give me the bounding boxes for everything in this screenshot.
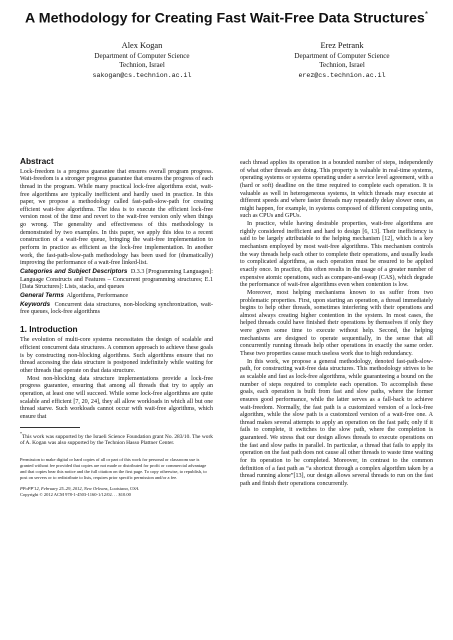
right-paragraph-1: each thread applies its operation in a bounded number of steps, independently of what other threads are doing. This property is valuable in real-time systems, operating systems or systems operating under a service level agreement, with a (hard or soft) deadline on the time required to complete each operation. It is valuable as well in heterogeneous systems, in which threads may execute at different speeds and where faster threads may repeatedly delay slower ones, as might happen, for example, in systems composed of different computing units, such as CPUs and GPUs.: [240, 160, 433, 220]
left-column: [20, 158, 213, 498]
categories: [20, 268, 213, 292]
intro-paragraph-1: The evolution of multi-core systems necessitates the design of scalable and efficient concurrent data structures. A common approach to achieve these goals is by constructing non-blocking algorithms. Such algorithms ensure that no thread accessing the data structure is postponed indefinitely while waiting for other threads that operate on that data structure.: [20, 337, 213, 375]
footnote-mark: *: [20, 430, 22, 436]
right-paragraph-2: In practice, while having desirable properties, wait-free algorithms are rightly considered inefficient and hard to design [6, 13]. Their inefficiency is said to be largely attributable to the helping mechanism [12], which is a key mechanism employed by most wait-free algorithms. This mechanism controls the way threads help each other to complete their operations, and usually leads to complicated algorithms, as each operation must be ensured to be applied exactly once. In practice, this often results in the usage of a greater number of expensive atomic operations, such as compare-and-swap (CAS), which degrade the performance of wait-free algorithms even when contention is low.: [240, 221, 433, 289]
abstract-text: Lock-freedom is a progress guarantee that ensures overall program progress. Wait-freedom is a stronger progress guarantee that ensures the progress of each thread in the program. While many practical lock-free algorithms exist, wait-free algorithms are typically inefficient and hardly used in practice. In this paper, we propose a methodology called fast-path-slow-path for creating efficient wait-free algorithms. The idea is to execute the efficient lock-free version most of the time and revert to the wait-free version only when things go wrong. The generality and effectiveness of this methodology is demonstrated by two examples. In this paper, we apply this idea to a recent construction of a wait-free queue, bringing the wait-free implementation to perform in practice as efficient as the lock-free implementation. In another work, the fast-path-slow-path methodology has been used for (dramatically) improving the performance of a wait-free linked-list.: [20, 168, 213, 267]
permission-block: [20, 457, 213, 497]
author-dept: Department of Computer Science: [94, 52, 190, 60]
footnote: [20, 431, 213, 448]
general-terms-text: Algorithms, Performance: [66, 292, 129, 299]
venue: PPoPP'12, February 25–29, 2012, New Orleans, Louisiana, USA.: [20, 485, 140, 491]
keywords-label: Keywords: [20, 300, 51, 308]
footnote-text: This work was supported by the Israeli Science Foundation grant No. 283/10. The work of A. Kogan was also supported by the Technion Hasso Plattner Center.: [20, 433, 213, 447]
author-block-1: [42, 40, 242, 80]
permission-text: Permission to make digital or hard copies of all or part of this work for personal or classroom use is granted without fee provided that copies are not made or distributed for profit or commercial advantage and that copies bear this notice and the full citation on the first page. To copy otherwise, to republish, to post on servers or to redistribute to lists, requires prior specific permission and/or a fee.: [20, 457, 207, 480]
categories-label: Categories and Subject Descriptors: [20, 267, 128, 275]
author-name: Erez Petrank: [320, 41, 364, 50]
footnote-rule: [20, 427, 80, 428]
author-block-2: [242, 40, 442, 80]
right-column: [240, 160, 433, 489]
author-email: sakogan@cs.technion.ac.il: [92, 71, 192, 79]
author-org: Technion, Israel: [319, 61, 365, 70]
categories-text: D.3.3 [Programming Languages]: Language Constructs and Features – Concurrent programming structures; E.1 [Data Structures]: Lists, stacks, and queues: [20, 268, 213, 291]
author-name: Alex Kogan: [121, 41, 163, 50]
copyright: Copyright © 2012 ACM 978-1-4503-1160-1/12/02. . . $10.00: [20, 491, 131, 497]
author-email: erez@cs.technion.ac.il: [298, 71, 386, 79]
title-footnote-mark: *: [424, 10, 429, 19]
intro-paragraph-2: Most non-blocking data structure implementations provide a lock-free progress guarantee, ensuring that among all threads that try to apply an operation, at least one will succeed. While some lock-free algorithms are quite scalable and efficient [7, 20, 24], they all allow workloads in which all but one thread starve. Such workloads cannot occur with wait-free algorithms, which ensure that: [20, 375, 213, 420]
author-org: Technion, Israel: [119, 61, 165, 70]
abstract-heading: Abstract: [20, 156, 54, 166]
keywords-text: Concurrent data structures, non-blocking synchronization, wait-free queues, lock-free algorithms: [20, 301, 213, 316]
author-dept: Department of Computer Science: [294, 52, 390, 60]
paper-title: A Methodology for Creating Fast Wait-Free Data Structures*: [24, 10, 429, 27]
right-paragraph-3: Moreover, most helping mechanisms known to us suffer from two problematic properties. First, upon starting an operation, a thread immediately begins to help other threads, sometimes interfering with their operations and almost always creating higher contention in the system. In most cases, the helped threads could have finished their operations by themselves if only they were given some time to execute without help. Second, the helping mechanisms are designed to operate sequentially, in the sense that all concurrently running threads help other operations in exactly the same order. These two properties cause much useless work due to high redundancy.: [240, 289, 433, 358]
general-terms: [20, 292, 213, 301]
introduction-heading: 1. Introduction: [20, 323, 78, 334]
right-paragraph-4: In this work, we propose a general methodology, denoted fast-path-slow-path, for constructing wait-free data structures. This methodology strives to be as scalable and fast as lock-free algorithms, while guaranteeing a bound on the number of steps required to complete each operation. To accomplish these goals, each operation is built from fast and slow paths, where the former ensures good performance, while the latter serves as a fall-back to achieve wait-freedom. Normally, the fast path is a customized version of a lock-free algorithm, while the slow path is a customized version of a wait-free one. A thread makes several attempts to apply an operation on the fast path; only if it fails to complete, it switches to the slow path, where the completion is guaranteed. We stress that our design allows threads to execute operations on the fast and slow paths in parallel. In particular, a thread that fails to apply its operation on the fast path does not cause all other threads to waste time waiting for its operation to be completed. Moreover, in contrast to the common definition of a fast path as “a shortcut through a complex algorithm taken by a thread running alone”[13], our design allows several threads to run on the fast path and finish their operations concurrently.: [240, 358, 433, 487]
general-terms-label: General Terms: [20, 291, 64, 299]
keywords: [20, 301, 213, 317]
